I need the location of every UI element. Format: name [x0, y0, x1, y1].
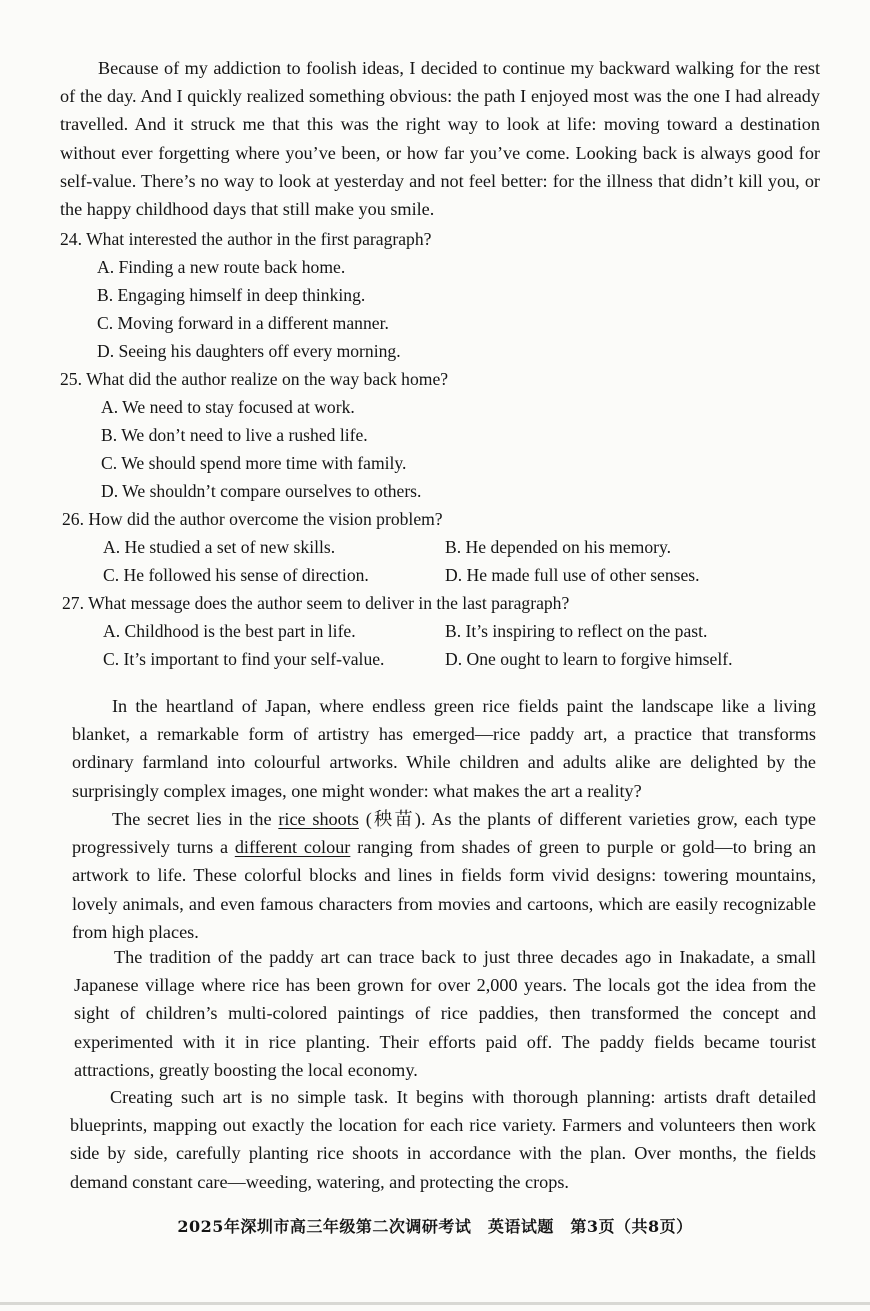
question-24-option-a: A. Finding a new route back home.: [97, 257, 346, 277]
underlined-rice-shoots: rice shoots: [278, 809, 359, 829]
question-25-option-d: D. We shouldn’t compare ourselves to others.: [101, 481, 422, 501]
bottom-edge: [0, 1302, 870, 1305]
passage-d-p2-text-c: ranging from shades of green to purple or gold—to bring an artwork to life. These colorful blocks and lines in fields form vivid designs: towering mountains, lovely animals, and even famous characters from movies and cartoons, which are easily recognizable from high places.: [72, 837, 816, 942]
question-27-option-b: B. It’s inspiring to reflect on the past.: [445, 621, 708, 641]
question-25-option-c: C. We should spend more time with family.: [101, 453, 407, 473]
question-26-option-d: D. He made full use of other senses.: [445, 565, 700, 585]
question-25-stem: 25. What did the author realize on the way back home?: [60, 369, 449, 389]
question-27-option-a: A. Childhood is the best part in life.: [103, 621, 356, 641]
question-26-option-c: C. He followed his sense of direction.: [103, 565, 369, 585]
question-24-option-b: B. Engaging himself in deep thinking.: [97, 285, 366, 305]
passage-d-p2-text-b: (秧苗). As the plants of different varieties grow, each type progressively turns a: [72, 809, 817, 858]
question-27-stem: 27. What message does the author seem to deliver in the last paragraph?: [62, 593, 570, 613]
passage-d-paragraph-4: Creating such art is no simple task. It begins with thorough planning: artists draft detailed blueprints, mapping out exactly the location for each rice variety. Farmers and volunteers then work side by side, carefully planting rice shoots in accordance with the plan. Over months, the fields demand constant care—weeding, watering, and protecting the crops.: [70, 1087, 816, 1192]
question-27-option-d: D. One ought to learn to forgive himself.: [445, 649, 733, 669]
passage-d-paragraph-3: The tradition of the paddy art can trace back to just three decades ago in Inakadate, a small Japanese village where rice has been grown for over 2,000 years. The locals got the idea from the sight of children’s multi-colored paintings of rice paddies, then transformed the concept and experimented with it in rice planting. Their efforts paid off. The paddy fields became tourist attractions, greatly boosting the local economy.: [74, 947, 816, 1080]
passage-d-p2-text-a: The secret lies in the: [112, 809, 279, 829]
passage-d-paragraph-2: [72, 805, 816, 946]
page-footer: 2025年深圳市高三年级第二次调研考试 英语试题 第3页（共8页）: [177, 1217, 693, 1236]
question-25-option-a: A. We need to stay focused at work.: [101, 397, 355, 417]
passage-d-paragraph-1: In the heartland of Japan, where endless green rice fields paint the landscape like a living blanket, a remarkable form of artistry has emerged—rice paddy art, a practice that transforms ordinary farmland into colourful artworks. While children and adults alike are delighted by the surprisingly complex images, one might wonder: what makes the art a reality?: [72, 696, 816, 801]
question-24-option-d: D. Seeing his daughters off every morning.: [97, 341, 401, 361]
question-26-stem: 26. How did the author overcome the vision problem?: [62, 509, 443, 529]
question-24-stem: 24. What interested the author in the first paragraph?: [60, 229, 432, 249]
question-25-option-b: B. We don’t need to live a rushed life.: [101, 425, 368, 445]
question-26-option-b: B. He depended on his memory.: [445, 537, 672, 557]
question-27-option-c: C. It’s important to find your self-value.: [103, 649, 385, 669]
question-24-option-c: C. Moving forward in a different manner.: [97, 313, 389, 333]
underlined-different-colour: different colour: [234, 837, 351, 858]
question-26-option-a: A. He studied a set of new skills.: [103, 537, 336, 557]
passage-paragraph: Because of my addiction to foolish ideas, I decided to continue my backward walking for the rest of the day. And I quickly realized something obvious: the path I enjoyed most was the one I had already travelled. And it struck me that this was the right way to look at life: moving toward a destination without ever forgetting where you’ve been, or how far you’ve come. Looking back is always good for self-value. There’s no way to look at yesterday and not feel better: for the illness that didn’t kill you, or the happy childhood days that still make you smile.: [60, 58, 820, 220]
